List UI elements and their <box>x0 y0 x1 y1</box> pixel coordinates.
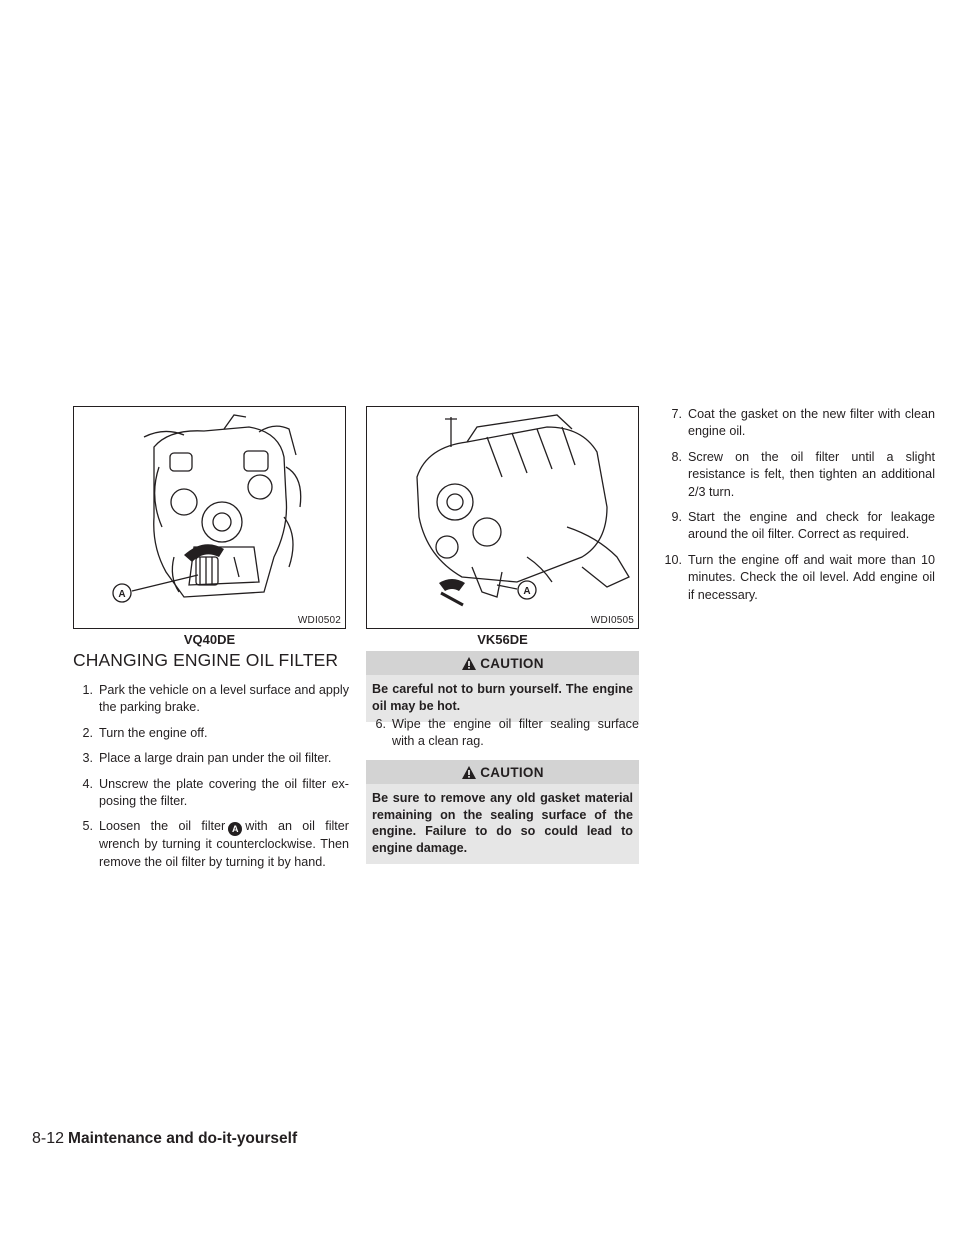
steps-column-3 <box>655 406 935 612</box>
engine-illustration <box>74 407 345 628</box>
list-item: 3. Place a large drain pan under the oil filter. <box>82 751 332 766</box>
figure-callout-a: A <box>118 589 126 600</box>
list-item: 10. Turn the engine off and wait more than 10 minutes. Check the oil level. Add engine oil if necessary. <box>664 552 935 602</box>
list-item: 4. Unscrew the plate covering the oil filter ex-posing the filter. <box>82 776 349 809</box>
caution-box <box>366 760 639 864</box>
list-item: 7. Coat the gasket on the new filter with clean engine oil. <box>671 407 935 439</box>
caution-header: CAUTION <box>366 651 639 675</box>
steps-column-1 <box>73 682 349 879</box>
engine-illustration <box>367 407 638 628</box>
caution-box <box>366 651 639 722</box>
callout-a-icon: A <box>228 822 242 836</box>
list-item: 1. Park the vehicle on a level surface and apply the parking brake. <box>82 683 349 715</box>
warning-icon <box>461 765 477 780</box>
caution-text: Be careful not to burn yourself. The engine oil may be hot. <box>372 682 633 713</box>
figure-callout-a: A <box>523 586 531 597</box>
list-item: 5. Loosen the oil filter A with an oil filter wrench by turning it counterclockwise. Then remove the oil filter by turning it by hand. <box>82 819 350 869</box>
page-footer <box>32 1130 297 1148</box>
figure-caption: VQ40DE <box>183 632 236 647</box>
figure-code: WDI0505 <box>590 615 634 626</box>
page-number: 8-12 <box>32 1130 65 1147</box>
list-item: 8. Screw on the oil filter until a slight resistance is felt, then tighten an additional 2/3 turn. <box>671 449 935 499</box>
list-item: 2. Turn the engine off. <box>82 725 208 740</box>
caution-header: CAUTION <box>366 760 639 784</box>
list-item: 9. Start the engine and check for leakage around the oil filter. Correct as required. <box>671 510 935 542</box>
figure-caption: VK56DE <box>477 632 528 647</box>
engine-figure-vk56de <box>366 406 639 629</box>
list-item: 6. Wipe the engine oil filter sealing surface with a clean rag. <box>375 717 639 749</box>
caution-text: Be sure to remove any old gasket material remaining on the sealing surface of the engine. Failure to do so could lead to engine damage. <box>372 791 633 855</box>
figure-code: WDI0502 <box>297 615 341 626</box>
section-title: CHANGING ENGINE OIL FILTER <box>73 650 339 670</box>
engine-figure-vq40de <box>73 406 346 629</box>
warning-icon <box>461 656 477 671</box>
chapter-title: Maintenance and do-it-yourself <box>68 1130 298 1147</box>
steps-column-2 <box>366 716 639 759</box>
